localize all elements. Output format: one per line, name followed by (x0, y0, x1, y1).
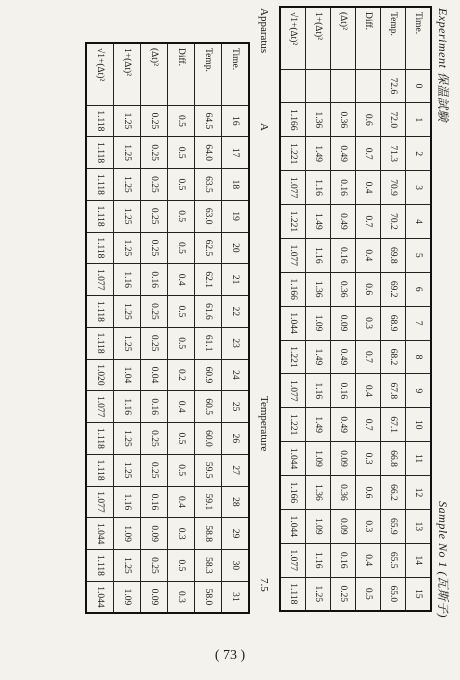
table-row (168, 43, 195, 613)
row-label: 1+(Δt)² (306, 7, 331, 69)
row-label: (Δt)² (331, 7, 356, 69)
table-cell: 1.25 (114, 105, 141, 137)
table-cell: 0.16 (331, 374, 356, 408)
table-cell: 1.118 (86, 200, 114, 232)
row-label: Diff. (168, 43, 195, 105)
table-cell: 0.7 (356, 137, 381, 171)
table-cell: 1.044 (86, 518, 114, 550)
table-cell: 58.8 (195, 518, 222, 550)
table-cell: 1.118 (86, 550, 114, 582)
table-cell: 0.5 (168, 454, 195, 486)
table-cell: 0.5 (168, 327, 195, 359)
table-cell: 26 (222, 423, 250, 455)
table-cell: 61.6 (195, 296, 222, 328)
table-cell: 0.3 (356, 306, 381, 340)
table-cell: 1.118 (86, 105, 114, 137)
table-cell: 63.0 (195, 200, 222, 232)
table-row (306, 7, 331, 611)
table-cell: 0.09 (331, 509, 356, 543)
table-cell: 0.36 (331, 476, 356, 510)
table-cell: 67.1 (381, 408, 406, 442)
table-row (195, 43, 222, 613)
table-cell: 5 (406, 238, 432, 272)
table-cell: 9 (406, 374, 432, 408)
table-cell: 7 (406, 306, 432, 340)
table-cell: 1.16 (306, 238, 331, 272)
table-cell: 2 (406, 137, 432, 171)
table-cell: 8 (406, 340, 432, 374)
data-table-2 (85, 42, 250, 614)
table-cell: 0.2 (168, 359, 195, 391)
table-cell: 0.25 (141, 232, 168, 264)
table-cell: 23 (222, 327, 250, 359)
table-cell: 1.09 (306, 442, 331, 476)
table-row (331, 7, 356, 611)
table-cell: 1.25 (114, 200, 141, 232)
table-cell: 58.0 (195, 581, 222, 613)
table-cell: 1.221 (280, 137, 306, 171)
table-cell: 62.1 (195, 264, 222, 296)
table-cell: 0.25 (141, 550, 168, 582)
table-cell: 0.09 (331, 442, 356, 476)
table-cell: 1.25 (114, 296, 141, 328)
table-cell: 66.2 (381, 476, 406, 510)
table-cell: 1.49 (306, 205, 331, 239)
table-cell: 59.1 (195, 486, 222, 518)
table-cell: 1.166 (280, 103, 306, 137)
table-cell: 0.3 (168, 581, 195, 613)
table-cell: 12 (406, 476, 432, 510)
table-cell: 1.16 (114, 264, 141, 296)
row-label: 1+(Δt)² (114, 43, 141, 105)
table-cell: 1.166 (280, 272, 306, 306)
table-cell: 1.221 (280, 205, 306, 239)
table-cell: 0.5 (168, 550, 195, 582)
table-cell: 6 (406, 272, 432, 306)
table-cell: 0.25 (141, 454, 168, 486)
row-label: Temp. (195, 43, 222, 105)
table-cell: 1.118 (86, 169, 114, 201)
table-cell: 1.044 (86, 581, 114, 613)
table-row (356, 7, 381, 611)
table-cell: 1.118 (280, 577, 306, 611)
table-cell: 1.118 (86, 137, 114, 169)
sample-label: Sample No 1 (瓦斯子) (436, 501, 450, 618)
table-cell: 70.2 (381, 205, 406, 239)
table-cell: 1.044 (280, 306, 306, 340)
table-cell: 1.36 (306, 476, 331, 510)
table-cell: 0.7 (356, 408, 381, 442)
table-row (381, 7, 406, 611)
table-cell: 72.6 (381, 69, 406, 103)
table-cell: 11 (406, 442, 432, 476)
row-label: Time. (406, 7, 432, 69)
table-cell: 0.25 (141, 423, 168, 455)
table-cell: 0.4 (356, 374, 381, 408)
table-cell: 15 (406, 577, 432, 611)
table-cell: 66.8 (381, 442, 406, 476)
row-label: √1+(Δt)² (86, 43, 114, 105)
table-cell: 1.166 (280, 476, 306, 510)
table-cell: 4 (406, 205, 432, 239)
table-row (114, 43, 141, 613)
table-cell: 0.09 (141, 581, 168, 613)
table-cell: 60.0 (195, 423, 222, 455)
table-cell: 1.09 (306, 509, 331, 543)
temperature-value: 7.5 (258, 578, 270, 592)
table-cell: 29 (222, 518, 250, 550)
apparatus-label: Apparatus (258, 8, 270, 54)
table-cell: 1.16 (306, 374, 331, 408)
table-cell: 0 (406, 69, 432, 103)
table-cell: 24 (222, 359, 250, 391)
table-cell: 18 (222, 169, 250, 201)
table-cell: 0.4 (356, 238, 381, 272)
table-cell: 1.09 (114, 518, 141, 550)
table-row (280, 7, 306, 611)
table-cell: 1.25 (306, 577, 331, 611)
table-cell: 67.8 (381, 374, 406, 408)
table-cell: 0.4 (168, 486, 195, 518)
table-cell: 1.077 (280, 171, 306, 205)
table-cell: 0.09 (141, 518, 168, 550)
table-cell: 0.25 (141, 296, 168, 328)
table-cell: 0.25 (331, 577, 356, 611)
table-cell: 72.0 (381, 103, 406, 137)
table-cell: 60.9 (195, 359, 222, 391)
row-label: (Δt)² (141, 43, 168, 105)
table-cell: 0.5 (168, 105, 195, 137)
table-row (86, 43, 114, 613)
table-cell: 0.5 (168, 423, 195, 455)
table-cell: 0.49 (331, 205, 356, 239)
table-cell: 68.2 (381, 340, 406, 374)
table-cell: 0.25 (141, 169, 168, 201)
row-label: √1+(Δt)² (280, 7, 306, 69)
table-cell: 62.5 (195, 232, 222, 264)
row-label: Time. (222, 43, 250, 105)
table-cell: 59.5 (195, 454, 222, 486)
experiment-title: Experiment 保温試験 (436, 8, 450, 122)
table-cell: 1.221 (280, 408, 306, 442)
table-cell: 1.25 (114, 423, 141, 455)
table-cell: 0.3 (356, 509, 381, 543)
apparatus-id: A (258, 123, 270, 131)
table-cell: 25 (222, 391, 250, 423)
table-cell: 1.077 (280, 238, 306, 272)
table-cell: 1.49 (306, 340, 331, 374)
table-cell: 17 (222, 137, 250, 169)
table-cell: 10 (406, 408, 432, 442)
table-cell: 1.25 (114, 137, 141, 169)
data-table-1 (279, 6, 432, 612)
table-cell: 28 (222, 486, 250, 518)
table-cell: 1.16 (114, 391, 141, 423)
table-cell: 0.36 (331, 103, 356, 137)
table-cell: 0.6 (356, 103, 381, 137)
table-cell: 1.49 (306, 408, 331, 442)
table-cell: 3 (406, 171, 432, 205)
table-cell: 65.0 (381, 577, 406, 611)
page-number: ( 73 ) (214, 648, 246, 663)
table-cell: 1.49 (306, 137, 331, 171)
table-cell: 1.25 (114, 550, 141, 582)
table-cell: 0.25 (141, 200, 168, 232)
table-cell: 65.9 (381, 509, 406, 543)
table-cell: 30 (222, 550, 250, 582)
table-cell: 1.25 (114, 327, 141, 359)
table-cell: 1.221 (280, 340, 306, 374)
table-cell: 69.8 (381, 238, 406, 272)
table-cell: 0.5 (168, 169, 195, 201)
table-cell: 1.118 (86, 454, 114, 486)
table-cell: 0.09 (331, 306, 356, 340)
table-cell: 71.3 (381, 137, 406, 171)
table-cell: 61.1 (195, 327, 222, 359)
table-cell: 13 (406, 509, 432, 543)
table-cell: 0.16 (141, 486, 168, 518)
table-cell: 0.5 (168, 200, 195, 232)
table-cell: 0.3 (356, 442, 381, 476)
table-cell (331, 69, 356, 103)
table-cell: 0.04 (141, 359, 168, 391)
temperature-label: Temperature (258, 396, 270, 452)
section-caption (254, 8, 270, 618)
table-cell: 1.044 (280, 509, 306, 543)
table-cell (306, 69, 331, 103)
table-cell: 1.09 (114, 581, 141, 613)
table-cell: 16 (222, 105, 250, 137)
table-cell: 1.25 (114, 232, 141, 264)
table-cell: 1.020 (86, 359, 114, 391)
table-cell: 1.118 (86, 296, 114, 328)
table-cell: 1.04 (114, 359, 141, 391)
table-cell: 1.077 (86, 391, 114, 423)
table-cell: 1.36 (306, 272, 331, 306)
table-cell: 64.0 (195, 137, 222, 169)
table-cell: 0.3 (168, 518, 195, 550)
table-cell: 1.118 (86, 327, 114, 359)
table-cell: 1.25 (114, 169, 141, 201)
row-label: Temp. (381, 7, 406, 69)
table-cell: 0.49 (331, 137, 356, 171)
table-cell: 1.16 (306, 543, 331, 577)
table-cell: 19 (222, 200, 250, 232)
table-cell (356, 69, 381, 103)
table-cell: 0.4 (168, 264, 195, 296)
page-header (432, 8, 452, 628)
table-cell: 22 (222, 296, 250, 328)
table-cell: 68.9 (381, 306, 406, 340)
table-cell: 1.044 (280, 442, 306, 476)
table-cell: 1.36 (306, 103, 331, 137)
table-row (222, 43, 250, 613)
table-cell (280, 69, 306, 103)
table-cell: 0.6 (356, 272, 381, 306)
table-row (406, 7, 432, 611)
table-cell: 0.49 (331, 340, 356, 374)
table-cell: 1.16 (306, 171, 331, 205)
table-cell: 1.118 (86, 232, 114, 264)
table-cell: 64.5 (195, 105, 222, 137)
table-cell: 0.16 (331, 238, 356, 272)
row-label: Diff. (356, 7, 381, 69)
table-cell: 58.3 (195, 550, 222, 582)
table-cell: 63.5 (195, 169, 222, 201)
table-cell: 0.49 (331, 408, 356, 442)
table-cell: 0.16 (331, 543, 356, 577)
table-cell: 1.077 (280, 374, 306, 408)
table-cell: 0.5 (168, 137, 195, 169)
table-cell: 14 (406, 543, 432, 577)
table-cell: 1.077 (86, 264, 114, 296)
table-cell: 0.5 (168, 232, 195, 264)
table-cell: 69.2 (381, 272, 406, 306)
table-cell: 1.077 (280, 543, 306, 577)
table-cell: 20 (222, 232, 250, 264)
table-cell: 0.25 (141, 105, 168, 137)
table-cell: 0.4 (168, 391, 195, 423)
table-cell: 1.16 (114, 486, 141, 518)
table-cell: 0.25 (141, 327, 168, 359)
table-cell: 1.118 (86, 423, 114, 455)
table-cell: 0.7 (356, 205, 381, 239)
table-cell: 0.16 (331, 171, 356, 205)
table-cell: 0.7 (356, 340, 381, 374)
table-row (141, 43, 168, 613)
table-cell: 0.25 (141, 137, 168, 169)
table-cell: 70.9 (381, 171, 406, 205)
table-cell: 1.25 (114, 454, 141, 486)
table-cell: 0.16 (141, 391, 168, 423)
table-cell: 65.5 (381, 543, 406, 577)
table-cell: 0.6 (356, 476, 381, 510)
table-cell: 0.5 (356, 577, 381, 611)
table-cell: 21 (222, 264, 250, 296)
table-cell: 0.16 (141, 264, 168, 296)
table-cell: 1 (406, 103, 432, 137)
table-cell: 1.077 (86, 486, 114, 518)
table-cell: 27 (222, 454, 250, 486)
table-cell: 0.36 (331, 272, 356, 306)
table-cell: 0.4 (356, 543, 381, 577)
table-cell: 1.09 (306, 306, 331, 340)
table-cell: 31 (222, 581, 250, 613)
table-cell: 60.5 (195, 391, 222, 423)
table-cell: 0.4 (356, 171, 381, 205)
table-cell: 0.5 (168, 296, 195, 328)
